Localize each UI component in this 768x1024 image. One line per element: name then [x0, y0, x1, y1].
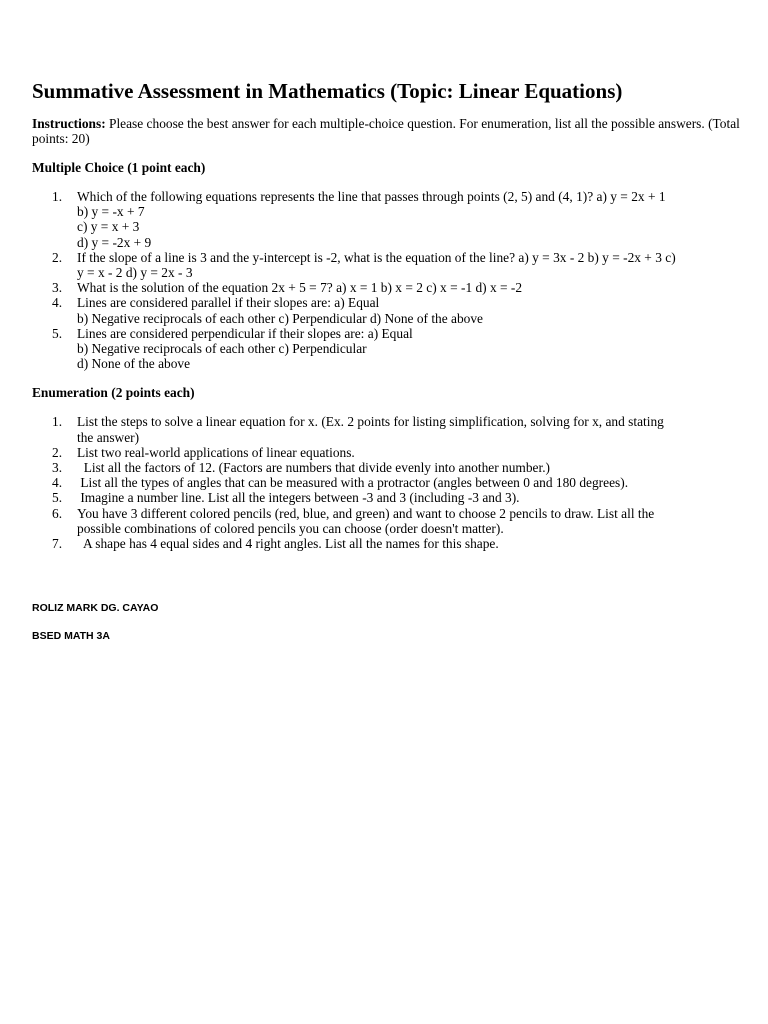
- question-text-line: possible combinations of colored pencils you can choose (order doesn't matter).: [77, 520, 504, 536]
- question-text-line: Imagine a number line. List all the integers between -3 and 3 (including -3 and 3).: [77, 490, 520, 506]
- question-text-line: You have 3 different colored pencils (red, blue, and green) and want to choose 2 pencils to draw. List all the: [77, 505, 655, 521]
- question-text-line: Which of the following equations represents the line that passes through points (2, 5) and (4, 1)? a) y = 2x + 1: [77, 189, 666, 204]
- question-text-line: b) y = -x + 7: [77, 204, 145, 220]
- question-number: 4.: [52, 295, 63, 311]
- multiple-choice-question: [32, 250, 752, 280]
- question-number: 2.: [52, 444, 63, 460]
- enumeration-heading: Enumeration (2 points each): [32, 385, 195, 401]
- question-text-line: b) Negative reciprocals of each other c) Perpendicular: [77, 341, 367, 357]
- question-number: 1.: [52, 189, 63, 204]
- question-number: 3.: [52, 460, 63, 476]
- question-number: 3.: [52, 280, 63, 296]
- enumeration-question: [32, 490, 752, 505]
- question-number: 2.: [52, 249, 63, 265]
- multiple-choice-list: [32, 189, 752, 371]
- enumeration-question: [32, 445, 752, 460]
- question-text-line: d) y = -2x + 9: [77, 234, 152, 250]
- author-course: BSED MATH 3A: [32, 630, 110, 642]
- question-number: 6.: [52, 505, 63, 521]
- document-title: Summative Assessment in Mathematics (Topic: Linear Equations): [32, 79, 623, 103]
- enumeration-question: [32, 475, 752, 490]
- multiple-choice-heading: Multiple Choice (1 point each): [32, 160, 206, 175]
- question-text-line: What is the solution of the equation 2x + 5 = 7? a) x = 1 b) x = 2 c) x = -1 d) x = -2: [77, 280, 523, 296]
- question-text-line: List all the types of angles that can be measured with a protractor (angles between 0 and 180 degrees).: [77, 475, 629, 491]
- enumeration-question: [32, 506, 752, 536]
- question-text-line: d) None of the above: [77, 356, 191, 372]
- enumeration-question: [32, 536, 752, 551]
- question-text-line: c) y = x + 3: [77, 219, 140, 235]
- instructions-text: Please choose the best answer for each multiple-choice question. For enumeration, list all the possible answers. (Total points: 20): [32, 116, 740, 146]
- question-number: 5.: [52, 490, 63, 506]
- multiple-choice-question: [32, 295, 752, 325]
- question-text-line: A shape has 4 equal sides and 4 right angles. List all the names for this shape.: [77, 536, 499, 552]
- enumeration-list: [32, 414, 752, 551]
- instructions-label: Instructions:: [32, 116, 106, 131]
- document-body: [32, 78, 752, 565]
- enumeration-question: [32, 460, 752, 475]
- question-text-line: If the slope of a line is 3 and the y-intercept is -2, what is the equation of the line? a) y = 3x - 2 b) y = -2x + 3 c): [77, 249, 676, 265]
- question-text-line: List two real-world applications of linear equations.: [77, 444, 355, 460]
- question-text-line: Lines are considered parallel if their slopes are: a) Equal: [77, 295, 380, 311]
- multiple-choice-question: [32, 280, 752, 295]
- multiple-choice-question: [32, 189, 752, 250]
- question-number: 1.: [52, 414, 63, 430]
- question-text-line: b) Negative reciprocals of each other c) Perpendicular d) None of the above: [77, 310, 483, 326]
- instructions-paragraph: [32, 116, 752, 146]
- question-number: 4.: [52, 475, 63, 491]
- enumeration-question: [32, 414, 752, 444]
- multiple-choice-question: [32, 326, 752, 372]
- question-number: 7.: [52, 536, 63, 552]
- question-number: 5.: [52, 325, 63, 341]
- question-text-line: Lines are considered perpendicular if their slopes are: a) Equal: [77, 325, 413, 341]
- question-text-line: List the steps to solve a linear equation for x. (Ex. 2 points for listing simplification, solving for x, and stating: [77, 414, 664, 430]
- question-text-line: List all the factors of 12. (Factors are numbers that divide evenly into another number.): [77, 460, 551, 476]
- question-text-line: the answer): [77, 429, 140, 445]
- question-text-line: y = x - 2 d) y = 2x - 3: [77, 265, 193, 281]
- author-name: ROLIZ MARK DG. CAYAO: [32, 602, 159, 614]
